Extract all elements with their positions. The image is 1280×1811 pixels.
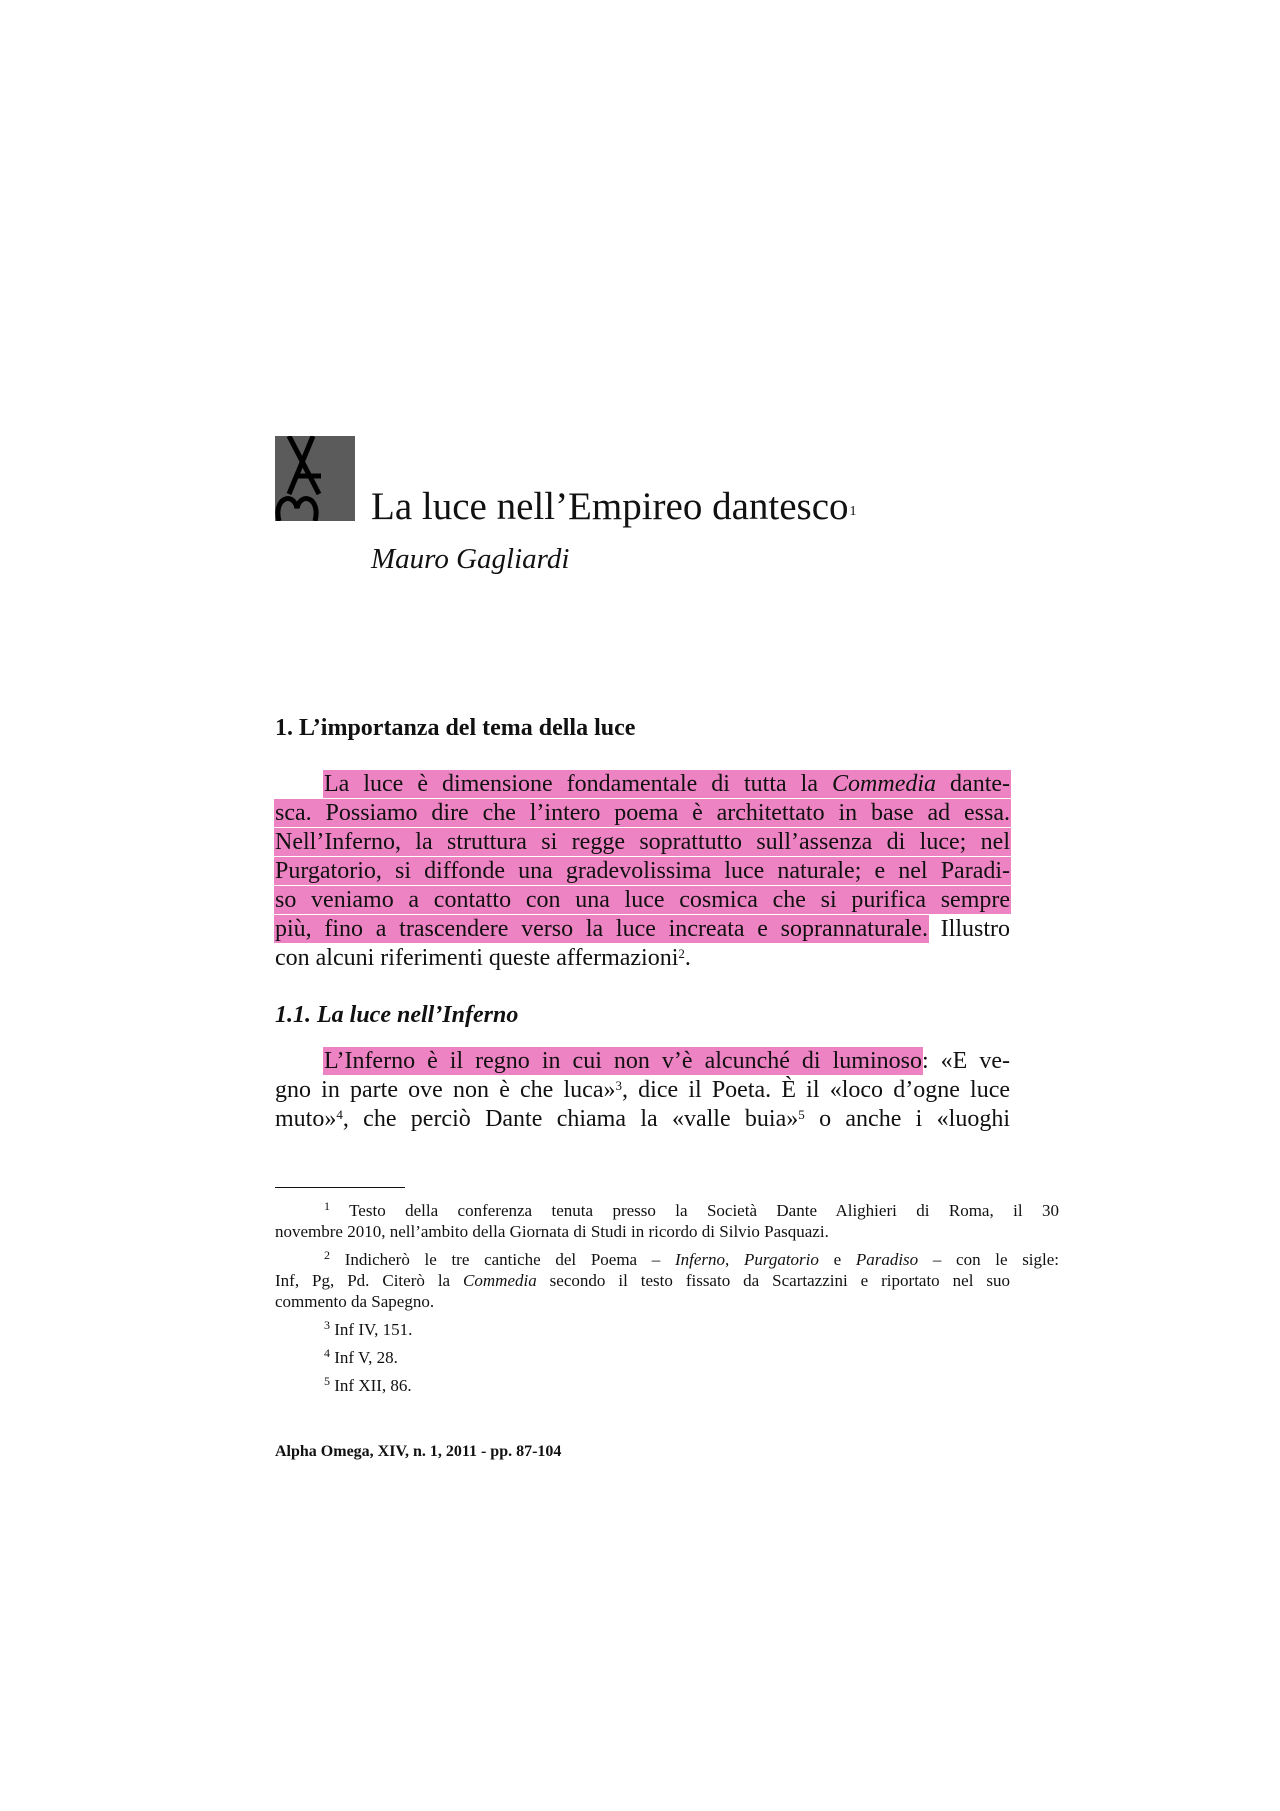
highlighted-text[interactable]: sca. Possiamo dire che l’intero poema è architettato in base ad essa. <box>275 800 1010 826</box>
footnote-number: 1 <box>324 1199 330 1213</box>
highlighted-text[interactable]: più, fino a trascendere verso la luce increata e soprannaturale. <box>275 916 928 942</box>
paragraph-line: L’Inferno è il regno in cui non v’è alcunché di luminoso: «E ve- <box>324 1048 1010 1074</box>
paragraph-line: gno in parte ove non è che luca»$^3$, dice il Poeta. È il «loco d’ogne luce <box>275 1077 1010 1103</box>
footnote-ref[interactable]: 4 <box>336 1107 343 1122</box>
article-title <box>371 483 857 540</box>
highlighted-text[interactable]: Purgatorio, si diffonde una gradevolissima luce naturale; e nel Paradi- <box>275 858 1010 884</box>
footnote-line: $^2$ Indicherò le tre cantiche del Poema – Inferno, Purgatorio e Paradiso – con le sigle: <box>324 1248 1060 1269</box>
paragraph-line <box>275 799 1010 828</box>
footnote-line: commento da Sapegno. <box>275 1292 435 1311</box>
paragraph-line: con alcuni riferimenti queste affermazioni$^2$. <box>275 945 691 971</box>
footnote-ref[interactable]: 5 <box>798 1107 805 1122</box>
highlighted-text[interactable]: L’Inferno è il regno in cui non v’è alcunché di luminoso <box>324 1048 922 1074</box>
journal-citation: Alpha Omega, XIV, n. 1, 2011 - pp. 87-104 <box>275 1443 562 1460</box>
section-heading: 1. L’importanza del tema della luce <box>275 715 636 741</box>
paragraph-line <box>275 857 1010 886</box>
paragraph-line <box>275 828 1010 857</box>
footnote-separator <box>275 1187 405 1188</box>
footnote-ref[interactable]: 2 <box>678 946 685 961</box>
paragraph-line <box>275 886 1010 915</box>
author-name: Mauro Gagliardi <box>371 543 570 575</box>
paragraph-line <box>275 770 1010 799</box>
highlighted-text[interactable]: La luce è dimensione fondamentale di tutta la Commedia dante- <box>324 771 1011 797</box>
paragraph-line: più, fino a trascendere verso la luce increata e soprannaturale. Illustro <box>275 916 1011 942</box>
footnote-line: novembre 2010, nell’ambito della Giornata di Studi in ricordo di Silvio Pasquazi. <box>275 1222 829 1241</box>
footnote-number: 5 <box>324 1374 330 1388</box>
footnote-line: $^1$ Testo della conferenza tenuta presso la Società Dante Alighieri di Roma, il 30 <box>324 1199 1059 1220</box>
footnote-number: 3 <box>324 1318 330 1332</box>
title-text: La luce nell’Empireo dantesco <box>371 485 849 528</box>
paragraph-line: muto»$^4$, che perciò Dante chiama la «valle buia»$^5$ o anche i «luoghi <box>275 1106 1010 1132</box>
title-footnote-ref[interactable]: 1 <box>849 504 857 519</box>
footnote-ref[interactable]: 3 <box>615 1078 622 1093</box>
footnote-number: 4 <box>324 1346 330 1360</box>
subsection-heading: 1.1. La luce nell’Inferno <box>275 1002 519 1028</box>
footnote-line: $^4$ Inf V, 28. <box>324 1346 398 1367</box>
journal-logo <box>275 436 355 521</box>
highlighted-text[interactable]: Nell’Inferno, la struttura si regge soprattutto sull’assenza di luce; nel <box>275 829 1010 855</box>
footnote-line: $^3$ Inf IV, 151. <box>324 1318 413 1339</box>
highlighted-text[interactable]: so veniamo a contatto con una luce cosmica che si purifica sempre <box>275 887 1010 913</box>
footnote-line: Inf, Pg, Pd. Citerò la Commedia secondo il testo fissato da Scartazzini e riportato nel suo <box>275 1271 1010 1290</box>
footnote-number: 2 <box>324 1248 330 1262</box>
footnote-line: $^5$ Inf XII, 86. <box>324 1374 412 1395</box>
